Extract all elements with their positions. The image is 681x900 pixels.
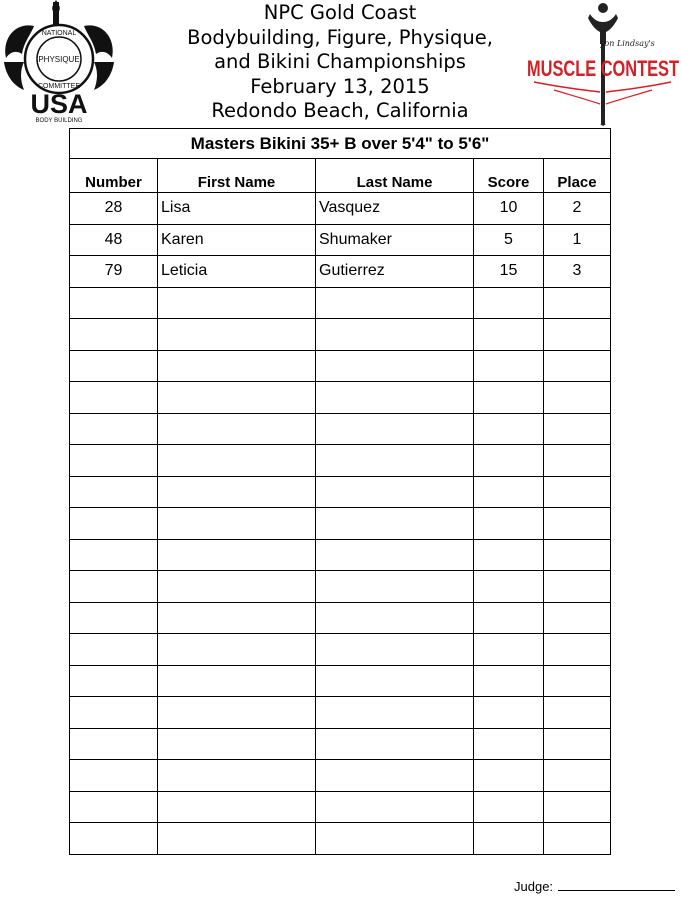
cell-place-empty [544,760,611,792]
cell-number-empty [70,508,158,540]
table-row-empty [70,665,611,697]
cell-place-empty [544,823,611,855]
table-row-empty [70,823,611,855]
cell-place-empty [544,571,611,603]
cell-first-name-empty [158,413,316,445]
cell-score-empty [474,791,544,823]
event-title-line-3: and Bikini Championships [214,50,466,74]
cell-place-empty [544,476,611,508]
cell-last-name: Shumaker [316,224,474,256]
table-row-empty [70,697,611,729]
cell-number-empty [70,728,158,760]
cell-place: 2 [544,193,611,225]
cell-number-empty [70,287,158,319]
npc-ring-middle: PHYSIQUE [38,55,80,64]
table-row-empty [70,287,611,319]
page-header [0,0,681,128]
cell-score-empty [474,728,544,760]
cell-place-empty [544,382,611,414]
cell-last-name-empty [316,287,474,319]
event-date: February 13, 2015 [250,74,430,98]
table-row-empty [70,602,611,634]
cell-last-name-empty [316,823,474,855]
results-table [69,128,611,855]
cell-number: 79 [70,256,158,288]
cell-first-name-empty [158,602,316,634]
cell-place-empty [544,413,611,445]
table-row-empty [70,319,611,351]
cell-score-empty [474,602,544,634]
cell-first-name-empty [158,287,316,319]
judge-signature-line[interactable] [558,880,675,891]
table-row-empty [70,350,611,382]
column-header-number: Number [70,159,158,193]
cell-number-empty [70,697,158,729]
cell-last-name-empty [316,728,474,760]
cell-number-empty [70,445,158,477]
column-header-score: Score [474,159,544,193]
cell-first-name: Leticia [158,256,316,288]
cell-place-empty [544,791,611,823]
cell-number-empty [70,760,158,792]
mc-wordmark: MUSCLE CONTEST [527,56,680,81]
npc-ring-top: NATIONAL [41,30,77,37]
cell-last-name-empty [316,539,474,571]
cell-first-name-empty [158,445,316,477]
cell-score-empty [474,539,544,571]
cell-number-empty [70,791,158,823]
cell-first-name-empty [158,665,316,697]
cell-place-empty [544,508,611,540]
cell-last-name: Vasquez [316,193,474,225]
cell-first-name-empty [158,350,316,382]
cell-first-name: Karen [158,224,316,256]
cell-number-empty [70,539,158,571]
event-title-line-1: NPC Gold Coast [263,1,417,24]
table-header-row [70,159,611,193]
column-header-last-name: Last Name [316,159,474,193]
cell-place-empty [544,697,611,729]
cell-place-empty [544,539,611,571]
cell-last-name-empty [316,634,474,666]
cell-score-empty [474,760,544,792]
table-row-empty [70,413,611,445]
table-row-empty [70,728,611,760]
table-row-empty [70,445,611,477]
cell-first-name-empty [158,319,316,351]
cell-last-name-empty [316,382,474,414]
cell-first-name-empty [158,571,316,603]
cell-last-name-empty [316,697,474,729]
division-title: Masters Bikini 35+ B over 5'4" to 5'6" [70,129,611,159]
cell-place-empty [544,602,611,634]
cell-last-name: Gutierrez [316,256,474,288]
cell-score: 5 [474,224,544,256]
table-row-empty [70,634,611,666]
event-title-line-2: Bodybuilding, Figure, Physique, [187,25,493,49]
cell-score-empty [474,697,544,729]
table-row-empty [70,476,611,508]
cell-number: 28 [70,193,158,225]
results-body [70,193,611,855]
cell-last-name-empty [316,791,474,823]
cell-first-name: Lisa [158,193,316,225]
table-row [70,193,611,225]
cell-score-empty [474,823,544,855]
cell-score-empty [474,508,544,540]
cell-last-name-empty [316,445,474,477]
event-title [130,1,550,124]
table-row-empty [70,382,611,414]
cell-score-empty [474,350,544,382]
cell-score-empty [474,634,544,666]
table-row-empty [70,791,611,823]
cell-first-name-empty [158,728,316,760]
cell-score-empty [474,665,544,697]
cell-place-empty [544,350,611,382]
table-row-empty [70,571,611,603]
cell-first-name-empty [158,634,316,666]
npc-usa-wordmark: USA [30,89,88,119]
cell-score: 15 [474,256,544,288]
cell-last-name-empty [316,413,474,445]
judge-label: Judge: [514,879,554,894]
cell-first-name-empty [158,760,316,792]
cell-last-name-empty [316,350,474,382]
table-row-empty [70,539,611,571]
cell-place-empty [544,634,611,666]
cell-place: 3 [544,256,611,288]
cell-number-empty [70,413,158,445]
cell-first-name-empty [158,508,316,540]
cell-last-name-empty [316,476,474,508]
cell-first-name-empty [158,823,316,855]
cell-number-empty [70,476,158,508]
npc-usa-logo [0,0,118,124]
muscle-contest-logo-graphic [524,0,681,126]
cell-score-empty [474,445,544,477]
cell-first-name-empty [158,791,316,823]
cell-number-empty [70,319,158,351]
cell-score-empty [474,287,544,319]
cell-last-name-empty [316,602,474,634]
cell-last-name-empty [316,760,474,792]
npc-usa-subtext: BODY BUILDING [35,118,83,124]
table-row [70,256,611,288]
cell-last-name-empty [316,319,474,351]
cell-number-empty [70,350,158,382]
cell-number-empty [70,571,158,603]
cell-number-empty [70,382,158,414]
cell-number-empty [70,634,158,666]
cell-score-empty [474,382,544,414]
mc-script-text: Jon Lindsay's [601,39,655,48]
cell-first-name-empty [158,539,316,571]
column-header-first-name: First Name [158,159,316,193]
cell-score-empty [474,319,544,351]
column-header-place: Place [544,159,611,193]
cell-score-empty [474,476,544,508]
cell-first-name-empty [158,697,316,729]
table-row-empty [70,508,611,540]
cell-place-empty [544,728,611,760]
event-location: Redondo Beach, California [211,99,469,123]
cell-number-empty [70,665,158,697]
cell-score-empty [474,413,544,445]
npc-ring-bottom: COMMITTEE [38,83,80,90]
cell-number-empty [70,602,158,634]
cell-first-name-empty [158,476,316,508]
judge-signature [514,879,675,894]
cell-first-name-empty [158,382,316,414]
table-caption-row [70,129,611,159]
table-row [70,224,611,256]
cell-place-empty [544,445,611,477]
muscle-contest-logo [524,0,681,126]
npc-logo-graphic [0,0,118,124]
cell-score: 10 [474,193,544,225]
cell-place-empty [544,319,611,351]
cell-number-empty [70,823,158,855]
cell-score-empty [474,571,544,603]
cell-last-name-empty [316,508,474,540]
cell-number: 48 [70,224,158,256]
table-row-empty [70,760,611,792]
cell-place-empty [544,665,611,697]
cell-place: 1 [544,224,611,256]
cell-place-empty [544,287,611,319]
cell-last-name-empty [316,571,474,603]
cell-last-name-empty [316,665,474,697]
